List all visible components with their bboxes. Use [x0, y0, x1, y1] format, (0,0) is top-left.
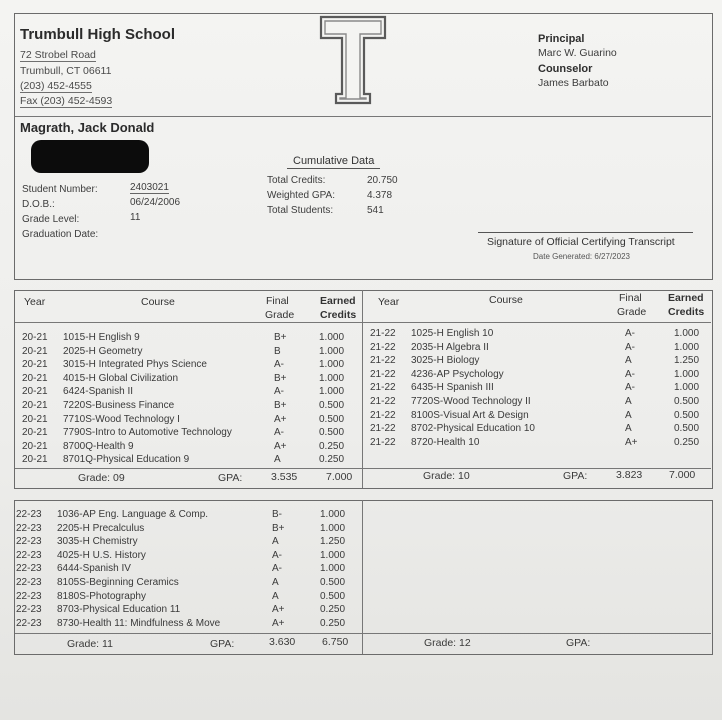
- weighted-gpa-label: Weighted GPA:: [267, 190, 335, 201]
- school-address-line1: 72 Strobel Road: [20, 49, 96, 61]
- course-grade: A+: [625, 436, 638, 448]
- course-course: 7720S-Wood Technology II: [411, 396, 531, 407]
- col-final-right: Final: [619, 292, 642, 304]
- course-year: 20-21: [22, 427, 48, 439]
- course-course: 7710S-Wood Technology I: [63, 413, 180, 425]
- course-grade: A+: [274, 440, 287, 452]
- grade11-total-credits: 6.750: [322, 636, 349, 648]
- course-year: 21-22: [370, 355, 396, 367]
- total-credits-label: Total Credits:: [267, 175, 326, 186]
- course-credits: 1.000: [320, 563, 346, 575]
- course-course: 8703-Physical Education 11: [57, 604, 181, 616]
- course-year: 22-23: [16, 522, 42, 534]
- col-course-left: Course: [141, 296, 175, 308]
- course-year: 20-21: [22, 400, 48, 411]
- col-earned-right: Earned: [668, 292, 704, 304]
- course-grade: A: [272, 590, 279, 602]
- total-students-label: Total Students:: [267, 205, 334, 216]
- course-year: 22-23: [16, 577, 42, 588]
- course-grade: B+: [274, 332, 287, 343]
- grade11-gpa-value: 3.630: [269, 636, 296, 648]
- course-course: 8701Q-Physical Education 9: [63, 454, 190, 466]
- course-course: 4025-H U.S. History: [57, 549, 146, 561]
- course-course: 2025-H Geometry: [63, 345, 143, 357]
- principal-label: Principal: [538, 33, 585, 45]
- course-course: 8105S-Beginning Ceramics: [57, 577, 179, 588]
- grade10-total-credits: 7.000: [669, 469, 696, 481]
- graduation-label: Graduation Date:: [22, 229, 99, 240]
- course-year: 21-22: [370, 382, 396, 394]
- col-course-right: Course: [489, 294, 523, 306]
- school-phone: (203) 452-4555: [20, 80, 92, 92]
- course-credits: 0.500: [320, 577, 346, 588]
- course-year: 21-22: [370, 396, 396, 407]
- course-year: 20-21: [22, 372, 48, 384]
- date-generated: Date Generated: 6/27/2023: [533, 252, 630, 261]
- course-year: 20-21: [22, 332, 48, 343]
- col-earned-left: Earned: [320, 295, 356, 307]
- grade11-label: Grade: 11: [67, 638, 113, 650]
- course-credits: 1.000: [319, 372, 345, 384]
- course-grade: B-: [272, 509, 282, 520]
- course-course: 8100S-Visual Art & Design: [411, 409, 529, 421]
- course-credits: 0.250: [674, 436, 700, 448]
- course-grade: A: [625, 355, 632, 367]
- course-year: 20-21: [22, 359, 48, 371]
- course-year: 21-22: [370, 423, 396, 435]
- course-course: 7790S-Intro to Automotive Technology: [63, 427, 232, 439]
- student-number: 2403021: [130, 182, 169, 193]
- course-course: 8720-Health 10: [411, 436, 480, 448]
- col-year-left: Year: [24, 296, 46, 308]
- course-credits: 0.500: [674, 396, 700, 407]
- course-grade: A: [272, 536, 279, 548]
- course-credits: 1.000: [674, 341, 700, 353]
- grade10-gpa-value: 3.823: [616, 469, 643, 481]
- course-course: 4015-H Global Civilization: [63, 372, 179, 384]
- course-year: 20-21: [22, 386, 48, 398]
- upper-footer-rule: [15, 468, 711, 469]
- cumulative-title: Cumulative Data: [287, 155, 380, 169]
- course-course: 8730-Health 11: Mindfulness & Move: [57, 617, 221, 629]
- course-course: 1015-H English 9: [63, 332, 140, 343]
- course-grade: A+: [274, 413, 287, 425]
- course-credits: 1.000: [674, 382, 700, 394]
- course-year: 20-21: [22, 440, 48, 452]
- grade9-gpa-value: 3.535: [271, 471, 298, 483]
- dob-value: 06/24/2006: [130, 197, 181, 208]
- course-year: 21-22: [370, 409, 396, 421]
- course-grade: A-: [272, 549, 282, 561]
- course-grade: A-: [625, 328, 635, 339]
- grade-level-value: 11: [130, 212, 141, 223]
- course-grade: A-: [272, 563, 282, 575]
- course-grade: A-: [625, 368, 635, 380]
- course-credits: 1.000: [320, 509, 346, 520]
- principal-name: Marc W. Guarino: [538, 47, 617, 59]
- course-course: 6444-Spanish IV: [57, 563, 131, 575]
- lower-footer-rule: [15, 633, 711, 634]
- counselor-name: James Barbato: [538, 77, 609, 89]
- course-year: 21-22: [370, 368, 396, 380]
- course-year: 22-23: [16, 509, 42, 520]
- course-grade: A-: [274, 427, 284, 439]
- course-credits: 0.250: [320, 617, 346, 629]
- course-credits: 1.000: [319, 359, 345, 371]
- course-grade: B: [274, 345, 281, 357]
- course-credits: 1.000: [320, 522, 346, 534]
- upper-header-rule: [15, 322, 711, 323]
- course-grade: B+: [272, 522, 285, 534]
- course-grade: A+: [272, 604, 285, 616]
- grade9-label: Grade: 09: [78, 472, 125, 484]
- col-credits-left: Credits: [320, 309, 357, 321]
- col-grade-left: Grade: [265, 309, 295, 321]
- course-course: 3035-H Chemistry: [57, 536, 138, 548]
- course-credits: 1.000: [319, 345, 345, 357]
- course-credits: 0.500: [319, 427, 345, 439]
- course-year: 22-23: [16, 549, 42, 561]
- course-credits: 1.000: [319, 386, 345, 398]
- course-grade: A: [625, 423, 632, 435]
- course-credits: 0.500: [674, 409, 700, 421]
- course-grade: A-: [625, 382, 635, 394]
- course-credits: 1.000: [319, 332, 345, 343]
- total-students-value: 541: [367, 205, 384, 216]
- col-grade-right: Grade: [617, 306, 647, 318]
- course-course: 7220S-Business Finance: [63, 400, 175, 411]
- course-credits: 1.000: [674, 328, 700, 339]
- course-credits: 1.250: [320, 536, 346, 548]
- course-year: 22-23: [16, 563, 42, 575]
- course-credits: 0.250: [319, 440, 345, 452]
- school-logo-t: [318, 14, 388, 106]
- course-year: 22-23: [16, 590, 42, 602]
- course-grade: A-: [625, 341, 635, 353]
- course-year: 20-21: [22, 454, 48, 466]
- upper-center-divider: [362, 290, 363, 488]
- grade10-label: Grade: 10: [423, 470, 470, 482]
- total-credits-value: 20.750: [367, 175, 398, 186]
- student-name: Magrath, Jack Donald: [20, 120, 155, 135]
- course-course: 3025-H Biology: [411, 355, 480, 367]
- signature-line: [478, 232, 693, 233]
- dob-label: D.O.B.:: [22, 199, 55, 210]
- course-course: 1036-AP Eng. Language & Comp.: [57, 509, 209, 520]
- grade12-gpa-label: GPA:: [566, 637, 591, 649]
- course-year: 22-23: [16, 536, 42, 548]
- course-credits: 0.500: [674, 423, 700, 435]
- course-year: 20-21: [22, 413, 48, 425]
- course-grade: A+: [272, 617, 285, 629]
- course-year: 21-22: [370, 436, 396, 448]
- school-name: Trumbull High School: [20, 26, 175, 43]
- course-grade: A: [272, 577, 279, 588]
- course-course: 6435-H Spanish III: [411, 382, 494, 394]
- student-number-label: Student Number:: [22, 184, 98, 195]
- course-course: 6424-Spanish II: [63, 386, 134, 398]
- col-credits-right: Credits: [668, 306, 705, 318]
- course-credits: 0.500: [320, 590, 346, 602]
- course-grade: B+: [274, 400, 287, 411]
- course-course: 3015-H Integrated Phys Science: [63, 359, 207, 371]
- school-address-line2: Trumbull, CT 06611: [20, 65, 112, 77]
- course-grade: A-: [274, 359, 284, 371]
- course-credits: 1.250: [674, 355, 700, 367]
- course-course: 2035-H Algebra II: [411, 341, 489, 353]
- course-course: 8700Q-Health 9: [63, 440, 134, 452]
- col-year-right: Year: [378, 296, 400, 308]
- course-year: 22-23: [16, 604, 42, 616]
- grade10-gpa-label: GPA:: [563, 470, 588, 482]
- school-fax: Fax (203) 452-4593: [20, 95, 113, 107]
- grade-level-label: Grade Level:: [22, 214, 80, 225]
- grade12-label: Grade: 12: [424, 637, 471, 649]
- grade11-gpa-label: GPA:: [210, 638, 235, 650]
- course-year: 21-22: [370, 328, 396, 339]
- course-grade: A-: [274, 386, 284, 398]
- header-divider: [15, 116, 711, 117]
- course-credits: 1.000: [674, 368, 700, 380]
- grade9-gpa-label: GPA:: [218, 472, 243, 484]
- course-course: 8702-Physical Education 10: [411, 423, 535, 435]
- course-grade: A: [274, 454, 281, 466]
- redacted-info: [31, 140, 149, 173]
- counselor-label: Counselor: [538, 63, 593, 75]
- course-grade: B+: [274, 372, 287, 384]
- course-credits: 0.500: [319, 413, 345, 425]
- course-grade: A: [625, 409, 632, 421]
- course-credits: 0.250: [319, 454, 345, 466]
- course-credits: 1.000: [320, 549, 346, 561]
- course-year: 21-22: [370, 341, 396, 353]
- col-final-left: Final: [266, 295, 289, 307]
- course-course: 2205-H Precalculus: [57, 522, 145, 534]
- course-year: 22-23: [16, 617, 42, 629]
- course-course: 4236-AP Psychology: [411, 368, 504, 380]
- course-course: 8180S-Photography: [57, 590, 146, 602]
- signature-label: Signature of Official Certifying Transcript: [487, 236, 675, 248]
- course-credits: 0.500: [319, 400, 345, 411]
- course-credits: 0.250: [320, 604, 346, 616]
- grade9-total-credits: 7.000: [326, 471, 353, 483]
- lower-center-divider: [362, 500, 363, 654]
- course-year: 20-21: [22, 345, 48, 357]
- course-grade: A: [625, 396, 632, 407]
- weighted-gpa-value: 4.378: [367, 190, 393, 201]
- course-course: 1025-H English 10: [411, 328, 494, 339]
